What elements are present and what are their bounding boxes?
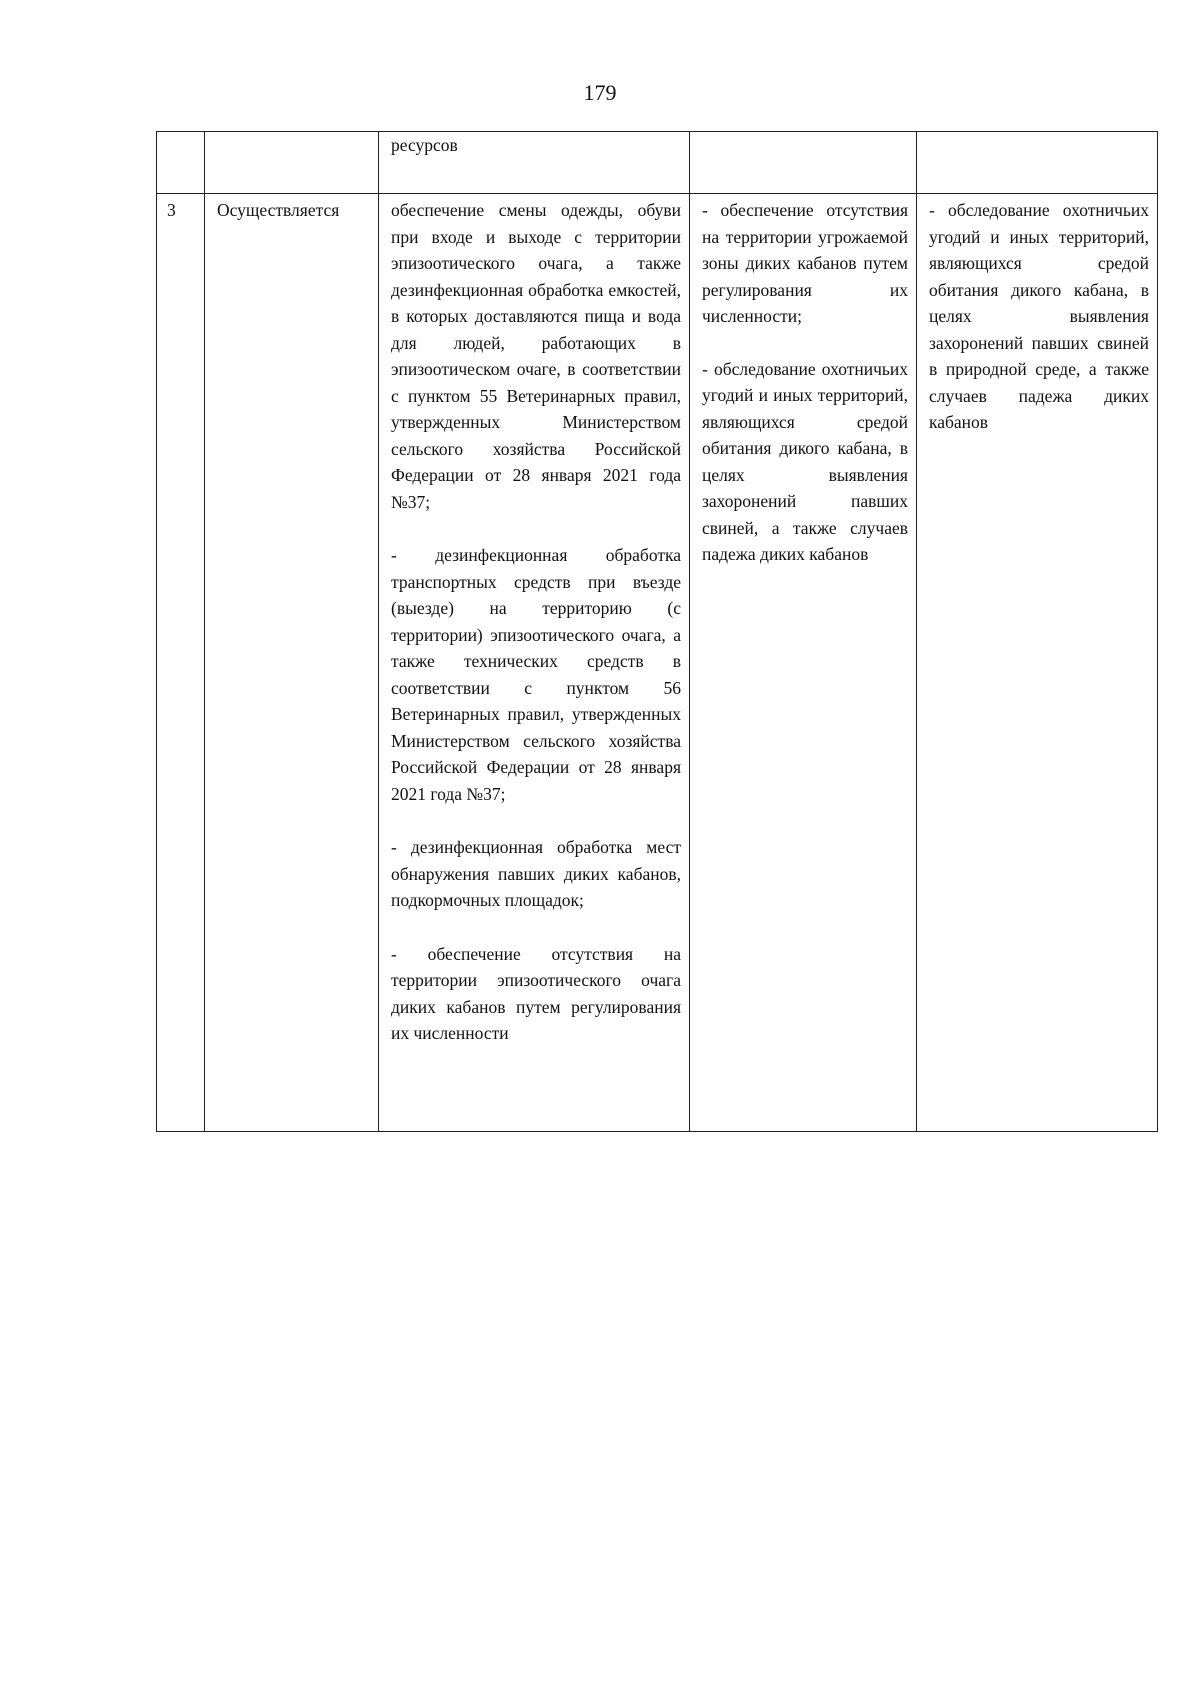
measure-paragraph: - обследование охотничьих угодий и иных территорий, являющихся средой обитания дикого кабана, в целях выявления захоронений павших свиней в природной среде, а также случаев падежа диких кабанов [929, 200, 1149, 432]
measure-paragraph: - обследование охотничьих угодий и иных территорий, являющихся средой обитания дикого кабана, в целях выявления захоронений павших свиней, а также случаев падежа диких кабанов [702, 358, 908, 564]
cell-threat-zone-empty [690, 132, 917, 194]
cell-status: Осуществляется [205, 194, 379, 1132]
measure-paragraph: - обеспечение отсутствия на территории угрожаемой зоны диких кабанов путем регулирования их численности; [702, 200, 908, 326]
cell-threat-zone-measures [690, 194, 917, 1132]
cell-observation-zone-empty [917, 132, 1158, 194]
measure-paragraph: - дезинфекционная обработка транспортных средств при въезде (выезде) на территорию (с территории) эпизоотического очага, а также технических средств в соответствии с пунктом 56 Ветеринарных правил, утвержденных Министерством сельского хозяйства Российской Федерации от 28 января 2021 года №37; [391, 545, 681, 804]
cell-row-number: 3 [157, 194, 205, 1132]
measures-table [156, 131, 1158, 1132]
table-row-continuation [157, 132, 1158, 194]
cell-number-empty [157, 132, 205, 194]
cell-measures-continuation: ресурсов [379, 132, 690, 194]
cell-focus-measures [379, 194, 690, 1132]
measure-paragraph: обеспечение смены одежды, обуви при входе и выходе с территории эпизоотического очага, а также дезинфекционная обработка емкостей, в которых доставляются пища и вода для людей, работающих в эпизоотическом очаге, в соответствии с пунктом 55 Ветеринарных правил, утвержденных Министерством сельского хозяйства Российской Федерации от 28 января 2021 года №37; [391, 200, 681, 512]
cell-observation-zone-measures [917, 194, 1158, 1132]
measure-paragraph: - дезинфекционная обработка мест обнаружения павших диких кабанов, подкормочных площадок; [391, 837, 681, 910]
measure-paragraph: - обеспечение отсутствия на территории эпизоотического очага диких кабанов путем регулирования их численности [391, 943, 681, 1043]
table-row-3 [157, 194, 1158, 1132]
page-number: 179 [583, 80, 617, 105]
cell-status-empty [205, 132, 379, 194]
